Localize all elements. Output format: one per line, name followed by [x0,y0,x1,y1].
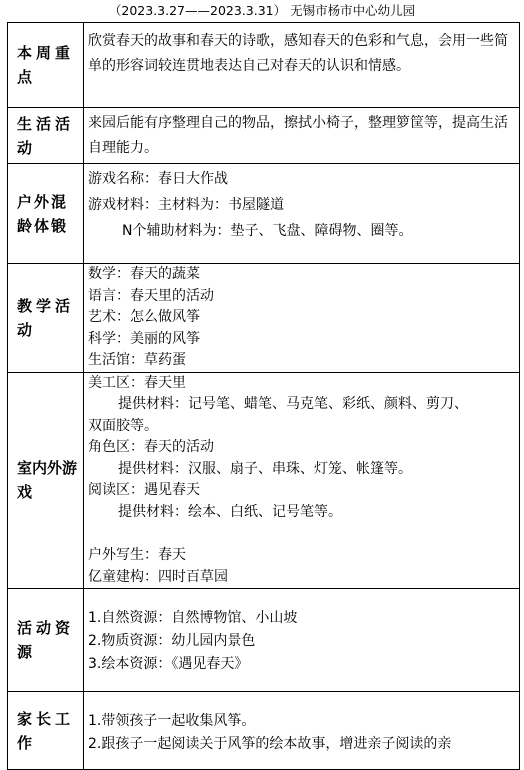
role-zone-materials: 提供材料：汉服、扇子、串珠、灯笼、帐篷等。 [118,460,412,477]
content-cell [84,23,520,108]
building-zone: 亿童建构：四时百草园 [88,568,228,585]
label-cell [8,372,84,589]
outdoor-exercise-label: 户外混龄体锻 [17,192,69,235]
life-activity-text: 来园后能有序整理自己的物品，擦拭小椅子，整理箩筐等，提高生活自理能力。 [88,115,508,156]
label-cell [8,264,84,373]
teaching-item-art: 艺术：怎么做风筝 [88,309,200,325]
game-name: 游戏名称：春日大作战 [88,171,228,187]
resource-material: 2.物质资源：幼儿园内景色 [88,633,256,649]
resources-label: 活动资源 [17,619,75,661]
content-cell [84,108,520,164]
weekly-focus-text: 欣赏春天的故事和春天的诗歌，感知春天的色彩和气息，会用一些简单的形容词较连贯地表达自己对春天的认识和情感。 [88,33,508,74]
label-cell [8,164,84,264]
art-zone: 美工区：春天里 [88,374,186,391]
art-zone-materials: 提供材料：记号笔、蜡笔、马克笔、彩纸、颜料、剪刀、 [118,396,468,412]
weekly-plan-table [7,22,520,770]
content-cell [84,264,520,373]
role-zone: 角色区：春天的活动 [88,439,214,455]
row-activity-resources [8,589,520,692]
row-outdoor-exercise [8,164,520,264]
teaching-item-life-hall: 生活馆：草药蛋 [88,352,186,368]
blank-line [88,523,515,545]
label-cell [8,108,84,164]
row-teaching-activity [8,264,520,373]
teaching-item-science: 科学：美丽的风筝 [88,330,200,347]
teaching-activity-label: 教学活动 [17,296,75,339]
games-label: 室内外游戏 [17,459,78,502]
teaching-item-math: 数学：春天的蔬菜 [88,266,200,282]
resource-picture-book: 3.绘本资源：《遇见春天》 [88,656,249,672]
resource-natural: 1.自然资源：自然博物馆、小山坡 [88,610,298,626]
parent-task-2: 2.跟孩子一起阅读关于风筝的绘本故事，增进亲子阅读的亲 [88,736,452,752]
label-cell [8,589,84,692]
row-weekly-focus [8,23,520,108]
reading-zone-materials: 提供材料：绘本、白纸、记号笔等。 [118,503,342,520]
art-zone-materials-cont: 双面胶等。 [88,417,158,434]
game-aux-material: N个辅助材料为：垫子、飞盘、障碍物、圈等。 [122,223,413,239]
parent-task-1: 1.带领孩子一起收集风筝。 [88,713,256,729]
row-life-activity [8,108,520,164]
plan-header: （2023.3.27——2023.3.31） 无锡市杨市中心幼儿园 [108,3,416,18]
game-main-material: 游戏材料：主材料为：书屋隧道 [88,197,284,213]
label-cell [8,692,84,770]
content-cell [84,164,520,264]
weekly-focus-label: 本周重点 [17,44,75,86]
row-indoor-outdoor-games [8,372,520,589]
content-cell [84,372,520,589]
outdoor-sketch: 户外写生：春天 [88,547,186,563]
row-parent-work [8,692,520,770]
content-cell [84,589,520,692]
life-activity-label: 生活活动 [17,114,75,157]
label-cell [8,23,84,108]
teaching-item-language: 语言：春天里的活动 [88,287,214,304]
parent-work-label: 家长工作 [17,709,75,752]
reading-zone: 阅读区：遇见春天 [88,482,200,498]
content-cell [84,692,520,770]
